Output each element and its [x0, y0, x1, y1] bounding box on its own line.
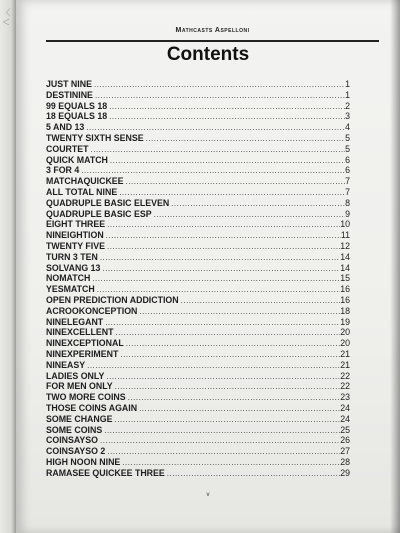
toc-entry-title: LADIES ONLY — [46, 370, 105, 381]
toc-entry-page: 9 — [345, 208, 350, 219]
dot-leader — [104, 231, 341, 240]
toc-entry — [46, 198, 350, 209]
dot-leader — [95, 285, 340, 294]
toc-entry-title: NINEXPERIMENT — [46, 348, 119, 359]
toc-entry — [46, 457, 350, 468]
toc-entry — [46, 381, 350, 392]
toc-entry-title: COINSAYSO 2 — [46, 446, 106, 457]
toc-entry-page: 20 — [340, 338, 350, 349]
toc-entry-page: 7 — [345, 186, 350, 197]
toc-entry — [46, 90, 350, 101]
dot-leader — [165, 469, 340, 478]
dot-leader — [152, 210, 346, 219]
dot-leader — [169, 199, 345, 208]
toc-entry-page: 21 — [340, 359, 350, 370]
toc-entry — [46, 252, 350, 263]
toc-entry-page: 29 — [340, 467, 350, 478]
toc-entry-title: NINEXCELLENT — [46, 327, 114, 338]
toc-entry-page: 10 — [340, 219, 350, 230]
page-number: v — [206, 492, 210, 498]
dot-leader — [113, 328, 340, 337]
dot-leader — [137, 307, 340, 316]
toc-entry-page: 28 — [340, 456, 350, 467]
dot-leader — [79, 166, 345, 175]
toc-entry — [46, 230, 350, 241]
toc-entry-title: COINSAYSO — [46, 435, 98, 446]
toc-entry — [46, 273, 350, 284]
toc-entry-title: QUADRUPLE BASIC ESP — [46, 208, 152, 219]
dot-leader — [98, 436, 340, 445]
toc-entry — [46, 425, 350, 436]
toc-entry-title: NINEIGHTION — [46, 230, 104, 241]
dot-leader — [92, 80, 345, 89]
toc-entry-page: 24 — [340, 413, 350, 424]
toc-entry — [46, 165, 350, 176]
toc-entry — [46, 338, 350, 349]
toc-entry — [46, 403, 350, 414]
header-rule — [46, 40, 379, 42]
toc-entry-title: TWENTY FIVE — [46, 240, 105, 251]
dot-leader — [98, 253, 340, 262]
dot-leader — [104, 372, 340, 381]
toc-entry-page: 26 — [340, 435, 350, 446]
dot-leader — [108, 156, 345, 165]
toc-entry-title: TURN 3 TEN — [46, 251, 98, 262]
dot-leader — [137, 404, 340, 413]
toc-entry-page: 7 — [345, 176, 350, 187]
toc-entry-page: 14 — [340, 262, 350, 273]
toc-entry — [46, 133, 350, 144]
toc-entry-title: TWENTY SIXTH SENSE — [46, 132, 144, 143]
toc-entry-page: 20 — [340, 327, 350, 338]
toc-entry — [46, 241, 350, 252]
toc-entry-title: SOME COINS — [46, 424, 103, 435]
toc-entry-page: 19 — [340, 316, 350, 327]
dot-leader — [107, 112, 345, 121]
toc-entry-page: 1 — [345, 89, 350, 100]
dot-leader — [144, 134, 345, 143]
toc-entry-page: 6 — [345, 165, 350, 176]
dot-leader — [107, 102, 345, 111]
toc-entry-page: 14 — [340, 251, 350, 262]
toc-entry — [46, 306, 350, 317]
dot-leader — [105, 242, 340, 251]
dot-leader — [124, 339, 340, 348]
dot-leader — [179, 296, 341, 305]
toc-entry — [46, 155, 350, 166]
dot-leader — [117, 188, 345, 197]
previous-page-text-fragment: 〈 ＜ — [2, 8, 10, 27]
toc-entry — [46, 111, 350, 122]
toc-entry-page: 21 — [340, 348, 350, 359]
toc-entry — [46, 122, 350, 133]
toc-entry-page: 24 — [340, 402, 350, 413]
toc-entry-title: MATCHAQUICKEE — [46, 176, 124, 187]
toc-entry-page: 5 — [345, 132, 350, 143]
toc-entry — [46, 263, 350, 274]
page-edge-shadow — [390, 0, 400, 533]
dot-leader — [93, 91, 345, 100]
toc-entry-title: EIGHT THREE — [46, 219, 106, 230]
toc-entry-title: NINELEGANT — [46, 316, 104, 327]
toc-entry-page: 16 — [340, 284, 350, 295]
toc-entry-title: ALL TOTAL NINE — [46, 186, 118, 197]
dot-leader — [124, 177, 346, 186]
toc-entry — [46, 435, 350, 446]
toc-entry-title: 99 EQUALS 18 — [46, 100, 108, 111]
toc-entry-title: OPEN PREDICTION ADDICTION — [46, 294, 179, 305]
book-page — [16, 0, 400, 533]
toc-entry — [46, 101, 350, 112]
toc-entry-title: DESTININE — [46, 89, 93, 100]
toc-entry — [46, 446, 350, 457]
toc-entry-title: COURTET — [46, 143, 89, 154]
toc-entry-page: 18 — [340, 305, 350, 316]
running-head: Mathcasts Aspelloni — [175, 27, 250, 34]
toc-entry — [46, 219, 350, 230]
dot-leader — [113, 382, 341, 391]
toc-entry-title: ACROOKONCEPTION — [46, 305, 138, 316]
toc-entry — [46, 317, 350, 328]
dot-leader — [90, 274, 340, 283]
toc-entry-title: 18 EQUALS 18 — [46, 111, 108, 122]
toc-entry — [46, 187, 350, 198]
toc-entry — [46, 209, 350, 220]
toc-entry-page: 22 — [340, 370, 350, 381]
toc-entry-title: SOME CHANGE — [46, 413, 113, 424]
toc-entry-title: SOLVANG 13 — [46, 262, 101, 273]
dot-leader — [120, 458, 340, 467]
dot-leader — [112, 415, 340, 424]
dot-leader — [126, 393, 341, 402]
toc-entry-page: 23 — [340, 392, 350, 403]
toc-entry-page: 4 — [345, 122, 350, 133]
dot-leader — [103, 318, 340, 327]
toc-entry — [46, 349, 350, 360]
dot-leader — [89, 145, 346, 154]
toc-entry-page: 6 — [345, 154, 350, 165]
toc-entry — [46, 371, 350, 382]
toc-entry — [46, 79, 350, 90]
dot-leader — [85, 361, 340, 370]
toc-entry-title: FOR MEN ONLY — [46, 381, 113, 392]
dot-leader — [100, 264, 340, 273]
toc-entry — [46, 360, 350, 371]
toc-entry-page: 3 — [345, 111, 350, 122]
page-title: Contents — [166, 44, 250, 65]
toc-entry — [46, 144, 350, 155]
toc-entry-title: NOMATCH — [46, 273, 91, 284]
toc-entry-title: RAMASEE QUICKEE THREE — [46, 467, 165, 478]
toc-entry-title: 5 AND 13 — [46, 122, 85, 133]
toc-entry — [46, 468, 350, 479]
toc-entry-title: QUICK MATCH — [46, 154, 108, 165]
toc-entry-page: 15 — [340, 273, 350, 284]
toc-entry-title: NINEXCEPTIONAL — [46, 338, 124, 349]
dot-leader — [105, 220, 340, 229]
toc-entry-page: 16 — [340, 294, 350, 305]
toc-entry-page: 25 — [340, 424, 350, 435]
dot-leader — [102, 426, 340, 435]
dot-leader — [84, 123, 345, 132]
toc-entry-title: THOSE COINS AGAIN — [46, 402, 138, 413]
toc-entry — [46, 392, 350, 403]
toc-entry-title: QUADRUPLE BASIC ELEVEN — [46, 197, 170, 208]
toc-entry-title: HIGH NOON NINE — [46, 456, 121, 467]
toc-entry-title: NINEASY — [46, 359, 86, 370]
dot-leader — [118, 350, 340, 359]
toc-entry — [46, 414, 350, 425]
toc-entry-page: 1 — [345, 79, 350, 89]
toc-entry-page: 5 — [345, 143, 350, 154]
dot-leader — [105, 447, 340, 456]
toc-entry — [46, 327, 350, 338]
toc-entry-title: TWO MORE COINS — [46, 392, 126, 403]
toc-entry-title: YESMATCH — [46, 284, 95, 295]
toc-entry-page: 11 — [340, 230, 350, 241]
toc-entry-title: JUST NINE — [46, 79, 92, 89]
toc-entry — [46, 176, 350, 187]
table-of-contents — [46, 79, 350, 478]
toc-entry-page: 27 — [340, 446, 350, 457]
toc-entry-page: 12 — [340, 240, 350, 251]
previous-page-edge — [0, 0, 16, 533]
toc-entry-page: 2 — [345, 100, 350, 111]
toc-entry-page: 22 — [340, 381, 350, 392]
toc-entry — [46, 295, 350, 306]
toc-entry-page: 8 — [345, 197, 350, 208]
toc-entry-title: 3 FOR 4 — [46, 165, 80, 176]
toc-entry — [46, 284, 350, 295]
